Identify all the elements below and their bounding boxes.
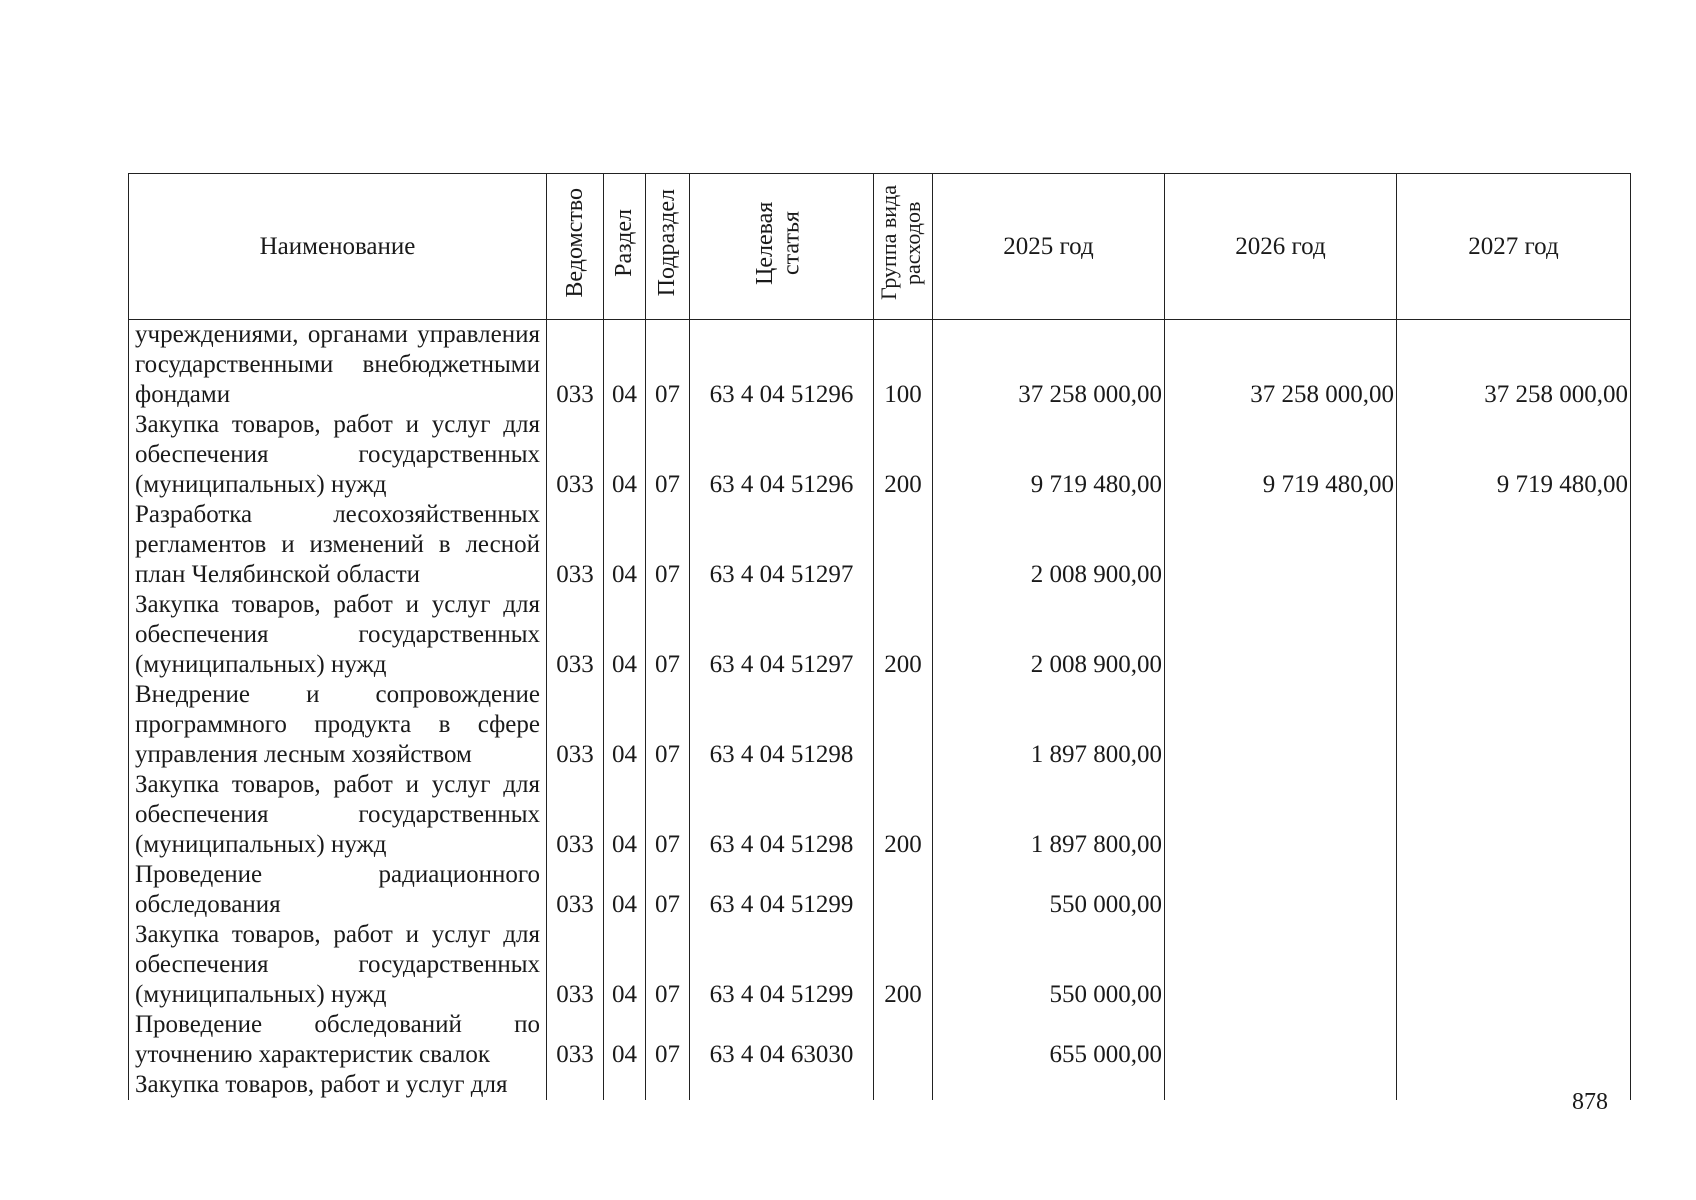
header-subsection: Подраздел (646, 174, 690, 320)
row-expense-group: 200 (874, 920, 933, 1010)
row-department: 033 (547, 590, 604, 680)
row-department: 033 (547, 500, 604, 590)
row-target-article: 63 4 04 51298 (690, 680, 874, 770)
header-row (129, 174, 1631, 320)
row-year-2027: 37 258 000,00 (1397, 320, 1631, 411)
row-expense-group (874, 680, 933, 770)
row-subsection: 07 (646, 770, 690, 860)
row-department: 033 (547, 920, 604, 1010)
row-year-2025: 1 897 800,00 (933, 770, 1165, 860)
row-target-article: 63 4 04 51297 (690, 500, 874, 590)
row-subsection: 07 (646, 1010, 690, 1070)
row-year-2027 (1397, 770, 1631, 860)
row-section: 04 (604, 680, 646, 770)
row-department: 033 (547, 410, 604, 500)
row-year-2026 (1165, 1070, 1397, 1100)
row-department: 033 (547, 770, 604, 860)
table-row (129, 410, 1631, 500)
row-year-2025: 37 258 000,00 (933, 320, 1165, 411)
header-expense-group: Группа вида расходов (874, 174, 933, 320)
table-row (129, 1010, 1631, 1070)
row-year-2027 (1397, 590, 1631, 680)
row-year-2027 (1397, 860, 1631, 920)
row-section: 04 (604, 410, 646, 500)
header-department: Ведомство (547, 174, 604, 320)
row-section: 04 (604, 920, 646, 1010)
row-year-2025 (933, 1070, 1165, 1100)
row-department: 033 (547, 860, 604, 920)
row-year-2026: 9 719 480,00 (1165, 410, 1397, 500)
row-subsection: 07 (646, 410, 690, 500)
row-year-2027 (1397, 920, 1631, 1010)
table-row (129, 500, 1631, 590)
row-name: Внедрение и сопровождение программного продукта в сфере управления лесным хозяйством (129, 680, 547, 770)
header-year-2027: 2027 год (1397, 174, 1631, 320)
row-year-2025: 2 008 900,00 (933, 500, 1165, 590)
row-subsection: 07 (646, 590, 690, 680)
row-subsection: 07 (646, 860, 690, 920)
row-name: Закупка товаров, работ и услуг для обеспечения государственных (муниципальных) нужд (129, 590, 547, 680)
row-name: Проведение радиационного обследования (129, 860, 547, 920)
row-expense-group: 200 (874, 770, 933, 860)
row-subsection: 07 (646, 920, 690, 1010)
row-year-2026: 37 258 000,00 (1165, 320, 1397, 411)
row-expense-group (874, 500, 933, 590)
row-year-2026 (1165, 770, 1397, 860)
row-expense-group: 100 (874, 320, 933, 411)
row-department: 033 (547, 320, 604, 411)
row-name: Разработка лесохозяйственных регламентов и изменений в лесной план Челябинской области (129, 500, 547, 590)
row-section (604, 1070, 646, 1100)
table-row (129, 320, 1631, 411)
row-subsection: 07 (646, 320, 690, 411)
header-target-article: Целевая статья (690, 174, 874, 320)
row-target-article: 63 4 04 51299 (690, 860, 874, 920)
row-department (547, 1070, 604, 1100)
row-target-article (690, 1070, 874, 1100)
row-subsection: 07 (646, 680, 690, 770)
row-target-article: 63 4 04 51296 (690, 410, 874, 500)
row-name: Закупка товаров, работ и услуг для (129, 1070, 547, 1100)
row-section: 04 (604, 1010, 646, 1070)
row-subsection (646, 1070, 690, 1100)
row-name: Закупка товаров, работ и услуг для обеспечения государственных (муниципальных) нужд (129, 770, 547, 860)
row-year-2026 (1165, 1010, 1397, 1070)
row-year-2026 (1165, 920, 1397, 1010)
table-row (129, 860, 1631, 920)
row-year-2026 (1165, 590, 1397, 680)
row-target-article: 63 4 04 63030 (690, 1010, 874, 1070)
row-expense-group (874, 1010, 933, 1070)
header-section: Раздел (604, 174, 646, 320)
row-section: 04 (604, 770, 646, 860)
row-section: 04 (604, 860, 646, 920)
row-expense-group: 200 (874, 410, 933, 500)
row-name: учреждениями, органами управления государственными внебюджетными фондами (129, 320, 547, 411)
row-year-2027 (1397, 500, 1631, 590)
table-row (129, 1070, 1631, 1100)
table-row (129, 770, 1631, 860)
row-target-article: 63 4 04 51298 (690, 770, 874, 860)
row-year-2026 (1165, 680, 1397, 770)
table-row (129, 680, 1631, 770)
row-section: 04 (604, 590, 646, 680)
row-name: Закупка товаров, работ и услуг для обеспечения государственных (муниципальных) нужд (129, 410, 547, 500)
row-year-2025: 655 000,00 (933, 1010, 1165, 1070)
row-target-article: 63 4 04 51296 (690, 320, 874, 411)
row-year-2025: 2 008 900,00 (933, 590, 1165, 680)
row-year-2025: 550 000,00 (933, 860, 1165, 920)
row-year-2026 (1165, 500, 1397, 590)
row-year-2025: 9 719 480,00 (933, 410, 1165, 500)
row-year-2026 (1165, 860, 1397, 920)
header-name: Наименование (129, 174, 547, 320)
row-section: 04 (604, 500, 646, 590)
header-year-2026: 2026 год (1165, 174, 1397, 320)
row-department: 033 (547, 680, 604, 770)
row-section: 04 (604, 320, 646, 411)
table-row (129, 590, 1631, 680)
row-year-2027: 9 719 480,00 (1397, 410, 1631, 500)
row-target-article: 63 4 04 51297 (690, 590, 874, 680)
row-name: Закупка товаров, работ и услуг для обеспечения государственных (муниципальных) нужд (129, 920, 547, 1010)
budget-table (128, 173, 1631, 1100)
row-year-2025: 1 897 800,00 (933, 680, 1165, 770)
page-number: 878 (1572, 1089, 1608, 1115)
row-expense-group (874, 860, 933, 920)
row-year-2027 (1397, 680, 1631, 770)
row-expense-group (874, 1070, 933, 1100)
row-department: 033 (547, 1010, 604, 1070)
row-year-2027 (1397, 1010, 1631, 1070)
row-expense-group: 200 (874, 590, 933, 680)
header-year-2025: 2025 год (933, 174, 1165, 320)
table-row (129, 920, 1631, 1010)
row-year-2025: 550 000,00 (933, 920, 1165, 1010)
row-target-article: 63 4 04 51299 (690, 920, 874, 1010)
row-subsection: 07 (646, 500, 690, 590)
row-name: Проведение обследований по уточнению характеристик свалок (129, 1010, 547, 1070)
